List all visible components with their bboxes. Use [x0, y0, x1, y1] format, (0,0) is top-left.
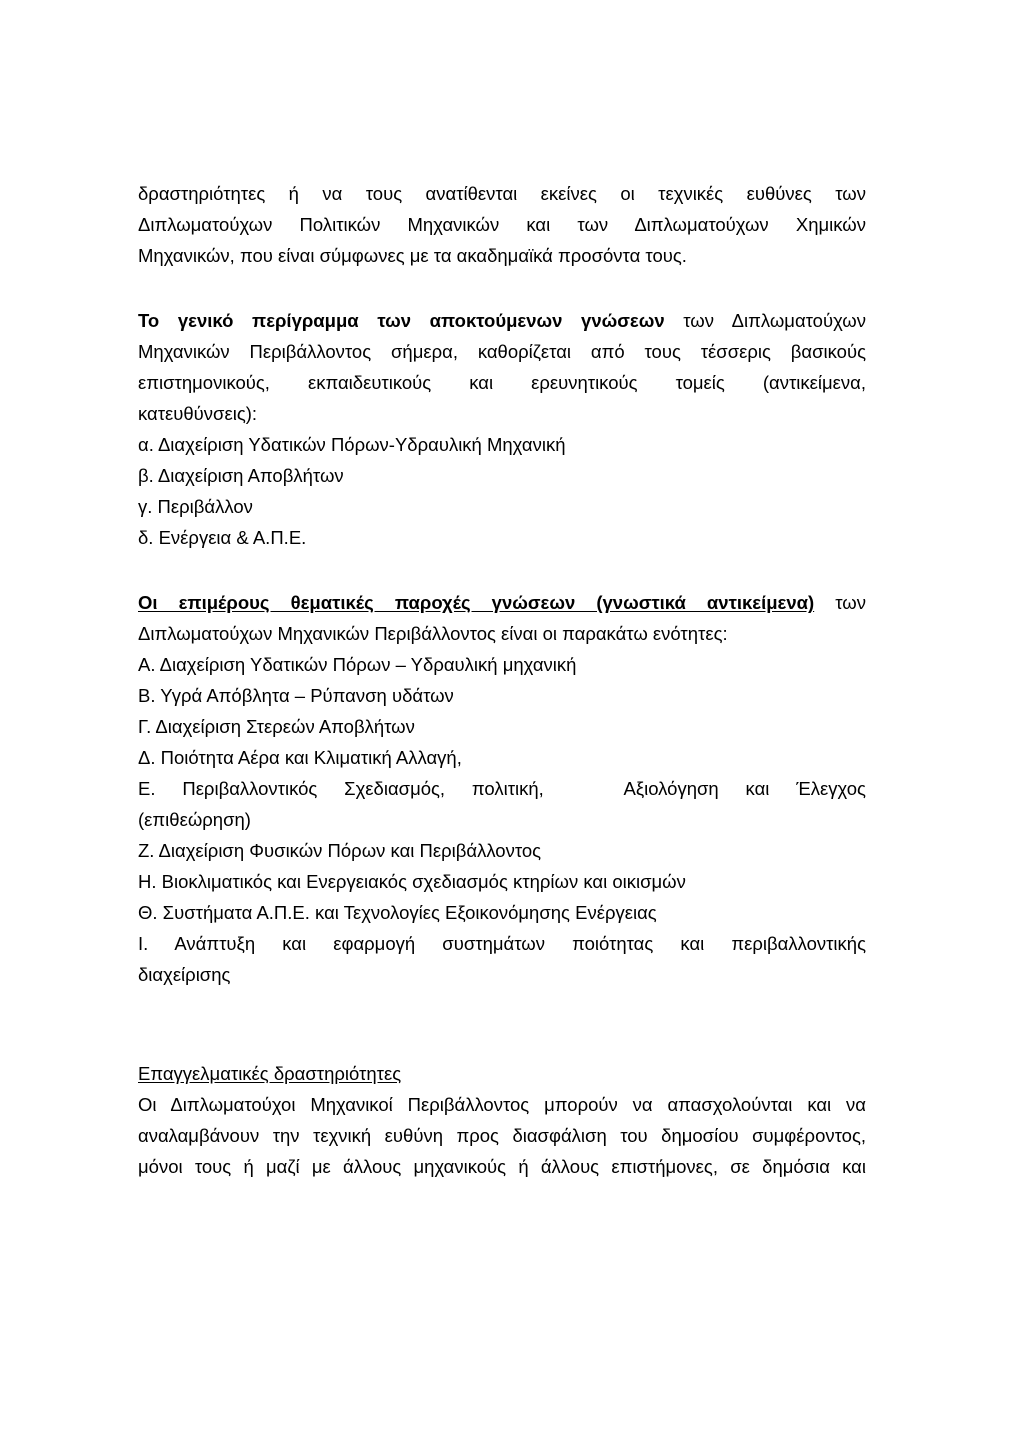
bold-phrase: Το γενικό περίγραμμα των αποκτούμενων γνώσεων — [138, 310, 665, 331]
text-line: δραστηριότητες ή να τους ανατίθενται εκείνες οι τεχνικές ευθύνες των — [138, 183, 866, 204]
text-line: αναλαμβάνουν την τεχνική ευθύνη προς διασφάλιση του δημοσίου συμφέροντος, — [138, 1125, 866, 1146]
intro-paragraph — [138, 178, 866, 271]
general-outline-paragraph — [138, 305, 866, 553]
text-line: Οι Διπλωματούχοι Μηχανικοί Περιβάλλοντος μπορούν να απασχολούνται και να — [138, 1094, 866, 1115]
list-item: Η. Βιοκλιματικός και Ενεργειακός σχεδιασμός κτηρίων και οικισμών — [138, 871, 686, 892]
text-line: κατευθύνσεις): — [138, 403, 258, 424]
list-item: Α. Διαχείριση Υδατικών Πόρων – Υδραυλική μηχανική — [138, 654, 577, 675]
list-item: Γ. Διαχείριση Στερεών Αποβλήτων — [138, 716, 415, 737]
section-heading-text: Επαγγελματικές δραστηριότητες — [138, 1063, 402, 1084]
text-fragment: πολιτική, — [471, 778, 544, 799]
text-line: επιστημονικούς, εκπαιδευτικούς και ερευνητικούς τομείς (αντικείμενα, — [138, 372, 866, 393]
text-line: μόνοι τους ή μαζί με άλλους μηχανικούς ή άλλους επιστήμονες, σε δημόσια και — [138, 1156, 866, 1177]
text-line: Μηχανικών Περιβάλλοντος σήμερα, καθορίζεται από τους τέσσερις βασικούς — [138, 341, 866, 362]
list-item-continuation: (επιθεώρηση) — [138, 809, 251, 830]
text-line — [138, 587, 866, 618]
text-line — [138, 305, 866, 336]
text-fragment: Αξιολόγηση — [623, 778, 719, 799]
thematic-areas-paragraph — [138, 587, 866, 990]
list-item: δ. Ενέργεια & Α.Π.Ε. — [138, 527, 307, 548]
list-item-continuation: διαχείρισης — [138, 964, 231, 985]
text-fragment: των — [814, 592, 866, 613]
professional-section — [138, 1058, 866, 1182]
list-item: Ι. Ανάπτυξη και εφαρμογή συστημάτων ποιότητας και περιβαλλοντικής — [138, 933, 866, 954]
list-item: Θ. Συστήματα Α.Π.Ε. και Τεχνολογίες Εξοικονόμησης Ενέργειας — [138, 902, 657, 923]
underlined-bold-phrase: Οι επιμέρους θεματικές παροχές γνώσεων (γνωστικά αντικείμενα) — [138, 592, 815, 613]
list-item: γ. Περιβάλλον — [138, 496, 253, 517]
list-item: Ζ. Διαχείριση Φυσικών Πόρων και Περιβάλλοντος — [138, 840, 542, 861]
list-item: α. Διαχείριση Υδατικών Πόρων-Υδραυλική Μηχανική — [138, 434, 566, 455]
text-fragment: των Διπλωματούχων — [664, 310, 866, 331]
list-item — [138, 773, 866, 804]
text-fragment: Έλεγχος — [796, 778, 866, 799]
text-line: Διπλωματούχων Πολιτικών Μηχανικών και των Διπλωματούχων Χημικών — [138, 214, 866, 235]
text-fragment: Ε. — [138, 778, 156, 799]
text-line: Μηχανικών, που είναι σύμφωνες με τα ακαδημαϊκά προσόντα τους. — [138, 245, 687, 266]
text-fragment: και — [745, 778, 770, 799]
list-item: β. Διαχείριση Αποβλήτων — [138, 465, 344, 486]
list-item: Β. Υγρά Απόβλητα – Ρύπανση υδάτων — [138, 685, 454, 706]
document-page — [138, 178, 866, 1182]
section-heading — [138, 1058, 866, 1089]
text-fragment: Σχεδιασμός, — [344, 778, 446, 799]
text-line: Διπλωματούχων Μηχανικών Περιβάλλοντος είναι οι παρακάτω ενότητες: — [138, 623, 728, 644]
text-fragment: Περιβαλλοντικός — [182, 778, 318, 799]
list-item: Δ. Ποιότητα Αέρα και Κλιματική Αλλαγή, — [138, 747, 462, 768]
